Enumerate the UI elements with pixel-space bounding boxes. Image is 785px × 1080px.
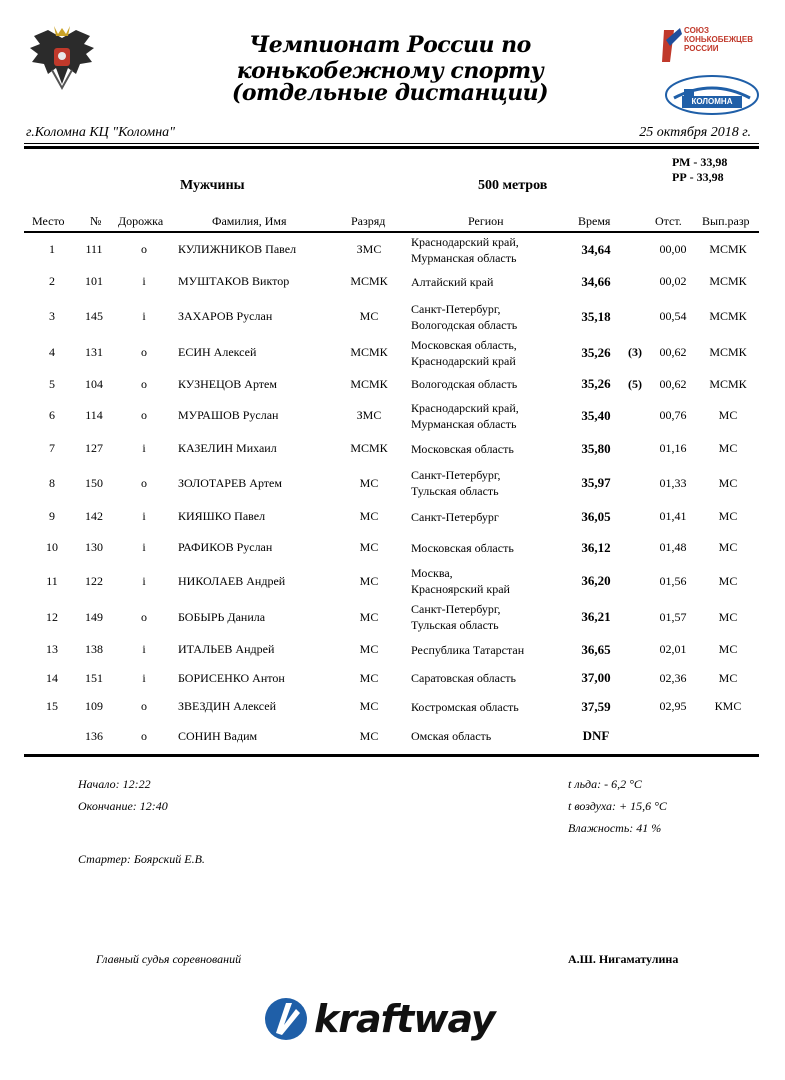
cell-rank: МС (359, 475, 379, 490)
cell-behind: 01,41 (659, 509, 687, 523)
region-line: Краснодарский край (411, 353, 516, 368)
ice-temperature: t льда: - 6,2 °C (568, 777, 642, 791)
distance-label: 500 метров (478, 178, 548, 193)
cell-place: 12 (46, 609, 58, 624)
cell-achieved: МС (718, 642, 738, 656)
cell-place: 8 (49, 475, 55, 490)
table-row (24, 721, 759, 751)
cell-number: 101 (85, 274, 103, 288)
record-rr: РР - 33,98 (672, 170, 724, 184)
cell-achieved: МС (718, 509, 738, 523)
cell-behind: 00,00 (659, 242, 687, 256)
cell-achieved: МС (718, 609, 738, 624)
region-line: Мурманская область (411, 250, 517, 265)
cell-name: ЗАХАРОВ Руслан (178, 309, 273, 323)
divider (24, 143, 759, 144)
cell-note (624, 635, 646, 664)
cell-achieved: КМС (714, 699, 742, 713)
cell-number: 136 (85, 728, 103, 743)
cell-achieved: МС (718, 475, 738, 490)
cell-lane: о (141, 609, 147, 624)
cell-achieved: МС (718, 670, 738, 685)
region-line: Московская область (411, 540, 514, 555)
cell-lane: i (142, 573, 146, 588)
cell-name: КИЯШКО Павел (178, 509, 266, 523)
cell-rank: МС (359, 309, 379, 323)
cell-name: КУЗНЕЦОВ Артем (178, 376, 277, 391)
humidity: Влажность: 41 % (568, 821, 662, 835)
start-time: Начало: 12:22 (78, 777, 151, 791)
table-row (24, 664, 759, 692)
cell-behind: 01,33 (659, 475, 687, 490)
cell-name: ЗОЛОТАРЕВ Артем (178, 475, 282, 490)
region-line: Республика Татарстан (411, 642, 525, 657)
cell-number: 130 (85, 540, 103, 554)
cell-note (624, 297, 646, 336)
cell-region (411, 233, 571, 266)
cell-note (624, 664, 646, 692)
cell-place: 9 (49, 509, 55, 523)
cell-behind: 00,62 (659, 345, 687, 359)
cell-achieved: МС (718, 408, 738, 422)
cell-lane: о (141, 408, 147, 422)
cell-note (624, 599, 646, 635)
kraftway-logo (262, 995, 527, 1045)
cell-rank: МСМК (350, 441, 388, 455)
skating-union-logo (660, 24, 760, 68)
cell-time: 36,21 (581, 609, 611, 624)
cell-time: 35,26 (581, 376, 611, 391)
cell-time: 37,59 (581, 698, 611, 714)
cell-achieved: МСМК (709, 274, 747, 288)
region-line: Вологодская область (411, 377, 518, 391)
cell-region (411, 501, 571, 532)
union-logo-line3: РОССИИ (684, 44, 719, 53)
cell-region (411, 721, 571, 751)
cell-time: 37,00 (581, 670, 611, 685)
cell-rank: МСМК (350, 345, 388, 359)
chief-judge-name: А.Ш. Нигаматулина (568, 952, 679, 966)
kolomna-logo-text: КОЛОМНА (682, 96, 742, 108)
table-row (24, 563, 759, 599)
records-block (672, 155, 727, 185)
cell-name: ЗВЕЗДИН Алексей (178, 699, 277, 713)
cell-number: 145 (85, 309, 103, 323)
cell-name: СОНИН Вадим (178, 728, 258, 743)
cell-number: 131 (85, 345, 103, 359)
cell-time: DNF (582, 728, 610, 743)
table-row (24, 233, 759, 266)
region-line: Санкт-Петербург, (411, 468, 501, 482)
cell-note (624, 465, 646, 501)
cell-achieved: МСМК (709, 242, 747, 256)
cell-name: МУШТАКОВ Виктор (178, 274, 290, 288)
cell-rank: МС (359, 642, 379, 656)
record-rm: РМ - 33,98 (672, 155, 728, 169)
russia-emblem-icon (26, 24, 98, 92)
cell-lane: i (142, 642, 146, 656)
col-rank: Разряд (351, 214, 386, 228)
cell-lane: i (142, 509, 146, 523)
cell-note: (3) (628, 345, 642, 359)
cell-rank: МС (359, 728, 379, 743)
region-line: Мурманская область (411, 416, 517, 431)
cell-region (411, 369, 571, 399)
table-row (24, 266, 759, 297)
cell-place: 11 (46, 573, 58, 588)
cell-region (411, 599, 571, 635)
region-line: Санкт-Петербург, (411, 301, 501, 316)
cell-number: 111 (85, 242, 103, 256)
cell-behind: 02,95 (659, 699, 687, 713)
cell-region (411, 692, 571, 721)
cell-note (624, 399, 646, 432)
cell-number: 150 (85, 475, 103, 490)
cell-time: 35,26 (581, 344, 611, 360)
kraftway-emblem-icon (262, 995, 312, 1045)
table-row (24, 336, 759, 369)
cell-lane: i (142, 309, 146, 323)
table-row (24, 297, 759, 336)
cell-note: (5) (628, 376, 642, 391)
cell-region (411, 563, 571, 599)
region-line: Саратовская область (411, 671, 517, 685)
cell-region (411, 532, 571, 563)
cell-number: 149 (85, 609, 103, 624)
cell-achieved: МСМК (709, 376, 747, 391)
table-row (24, 532, 759, 563)
cell-achieved: МСМК (709, 345, 747, 359)
cell-lane: i (142, 274, 146, 288)
event-date: 25 октября 2018 г. (639, 125, 751, 140)
cell-behind: 02,01 (659, 642, 687, 656)
region-line: Тульская область (411, 618, 499, 632)
cell-time: 35,80 (581, 440, 611, 456)
cell-achieved: МС (718, 540, 738, 554)
col-place: Место (32, 214, 65, 228)
cell-achieved: МС (718, 441, 738, 455)
cell-rank: МС (359, 699, 379, 713)
cell-note (624, 432, 646, 465)
cell-rank: ЗМС (356, 242, 382, 256)
region-line: Красноярский край (411, 582, 510, 596)
cell-place (24, 721, 80, 751)
page-title: Чемпионат России по конькобежному спорту (236, 32, 544, 84)
cell-number: 114 (85, 408, 103, 422)
col-achieved: Вып.разр (702, 214, 750, 228)
col-name: Фамилия, Имя (212, 214, 287, 228)
cell-region (411, 336, 571, 369)
chief-judge-label: Главный судья соревнований (96, 952, 242, 966)
cell-rank: МС (359, 573, 379, 588)
cell-behind: 00,76 (659, 408, 687, 422)
region-line: Санкт-Петербург (411, 509, 499, 524)
table-row (24, 501, 759, 532)
cell-rank: МС (359, 509, 379, 523)
table-bottom-divider (24, 754, 759, 757)
region-line: Костромская область (411, 699, 519, 714)
table-row (24, 465, 759, 501)
air-temperature: t воздуха: + 15,6 °C (568, 799, 667, 813)
union-logo-line2: КОНЬКОБЕЖЦЕВ (684, 35, 754, 44)
cell-number: 138 (85, 642, 103, 656)
table-row (24, 635, 759, 664)
cell-name: КУЛИЖНИКОВ Павел (178, 242, 297, 256)
cell-name: ИТАЛЬЕВ Андрей (178, 642, 275, 656)
table-row (24, 692, 759, 721)
end-time: Окончание: 12:40 (78, 799, 168, 813)
cell-name: БОРИСЕНКО Антон (178, 670, 285, 685)
cell-lane: i (142, 670, 146, 685)
col-behind: Отст. (655, 214, 682, 228)
col-number: № (90, 214, 102, 228)
cell-behind: 01,16 (659, 441, 687, 455)
cell-lane: о (141, 699, 147, 713)
cell-place: 10 (46, 540, 58, 554)
cell-achieved (700, 721, 756, 751)
cell-place: 13 (46, 642, 58, 656)
cell-behind: 00,54 (659, 309, 687, 323)
cell-rank: МСМК (350, 376, 388, 391)
cell-rank: МС (359, 670, 379, 685)
kraftway-wordmark: kraftway (314, 997, 495, 1041)
cell-time: 35,40 (581, 407, 611, 423)
region-line: Краснодарский край, (411, 400, 519, 415)
cell-place: 1 (49, 242, 55, 256)
cell-time: 36,65 (581, 641, 611, 657)
cell-region (411, 635, 571, 664)
cell-name: КАЗЕЛИН Михаил (178, 441, 277, 455)
cell-time: 36,05 (581, 508, 611, 524)
kolomna-logo (664, 74, 760, 116)
cell-number: 127 (85, 441, 103, 455)
cell-number: 122 (85, 573, 103, 588)
region-line: Алтайский край (411, 274, 494, 289)
cell-note (624, 266, 646, 297)
region-line: Краснодарский край, (411, 234, 519, 249)
cell-lane: о (141, 376, 147, 391)
cell-rank: МС (359, 609, 379, 624)
cell-name: НИКОЛАЕВ Андрей (178, 573, 286, 588)
cell-achieved: МСМК (709, 309, 747, 323)
region-line: Вологодская область (411, 317, 518, 332)
cell-behind (654, 721, 692, 751)
region-line: Тульская область (411, 484, 499, 498)
cell-lane: о (141, 345, 147, 359)
cell-lane: о (141, 728, 147, 743)
cell-lane: i (142, 441, 146, 455)
divider (24, 146, 759, 149)
cell-behind: 01,48 (659, 540, 687, 554)
cell-place: 7 (49, 441, 55, 455)
cell-time: 35,18 (581, 308, 611, 324)
cell-name: РАФИКОВ Руслан (178, 540, 273, 554)
cell-rank: МСМК (350, 274, 388, 288)
cell-name: ЕСИН Алексей (178, 345, 257, 359)
cell-time: 34,66 (581, 273, 611, 289)
category-label: Мужчины (180, 178, 245, 193)
cell-time: 34,64 (581, 241, 611, 257)
col-region: Регион (468, 214, 504, 228)
cell-rank: МС (359, 540, 379, 554)
region-line: Москва, (411, 566, 453, 580)
cell-region (411, 297, 571, 336)
cell-note (624, 721, 646, 751)
region-line: Санкт-Петербург, (411, 602, 501, 616)
cell-place: 15 (46, 699, 58, 713)
region-line: Московская область (411, 441, 514, 456)
cell-number: 109 (85, 699, 103, 713)
cell-region (411, 432, 571, 465)
cell-achieved: МС (718, 573, 738, 588)
cell-note (624, 233, 646, 266)
cell-time: 36,12 (581, 539, 611, 555)
starter: Стартер: Боярский Е.В. (78, 852, 205, 866)
cell-behind: 00,02 (659, 274, 687, 288)
cell-number: 104 (85, 376, 103, 391)
cell-behind: 00,62 (659, 376, 687, 391)
cell-place: 6 (49, 408, 55, 422)
cell-note (624, 532, 646, 563)
cell-region (411, 399, 571, 432)
table-row (24, 599, 759, 635)
cell-region (411, 465, 571, 501)
cell-place: 3 (49, 309, 55, 323)
cell-place: 2 (49, 274, 55, 288)
page-subtitle: (отдельные дистанции) (231, 80, 549, 106)
table-row (24, 432, 759, 465)
table-row (24, 369, 759, 399)
cell-place: 4 (49, 345, 55, 359)
union-logo-line1: СОЮЗ (684, 26, 710, 35)
cell-name: МУРАШОВ Руслан (178, 408, 279, 422)
region-line: Московская область, (411, 337, 517, 352)
cell-region (411, 266, 571, 297)
cell-time: 35,97 (581, 475, 611, 490)
cell-behind: 01,57 (659, 609, 687, 624)
cell-region (411, 664, 571, 692)
venue: г.Коломна КЦ "Коломна" (26, 125, 176, 140)
cell-number: 142 (85, 509, 103, 523)
cell-note (624, 501, 646, 532)
cell-behind: 02,36 (659, 670, 687, 685)
cell-name: БОБЫРЬ Данила (178, 609, 266, 624)
cell-note (624, 563, 646, 599)
cell-behind: 01,56 (659, 573, 687, 588)
cell-lane: о (141, 242, 147, 256)
cell-rank: ЗМС (356, 408, 382, 422)
region-line: Омская область (411, 729, 492, 743)
col-lane: Дорожка (118, 214, 164, 228)
col-time: Время (578, 214, 611, 228)
cell-lane: i (142, 540, 146, 554)
cell-place: 5 (49, 376, 55, 391)
table-row (24, 399, 759, 432)
cell-note (624, 692, 646, 721)
cell-time: 36,20 (581, 573, 611, 588)
cell-number: 151 (85, 670, 103, 685)
cell-place: 14 (46, 670, 58, 685)
cell-lane: о (141, 475, 147, 490)
